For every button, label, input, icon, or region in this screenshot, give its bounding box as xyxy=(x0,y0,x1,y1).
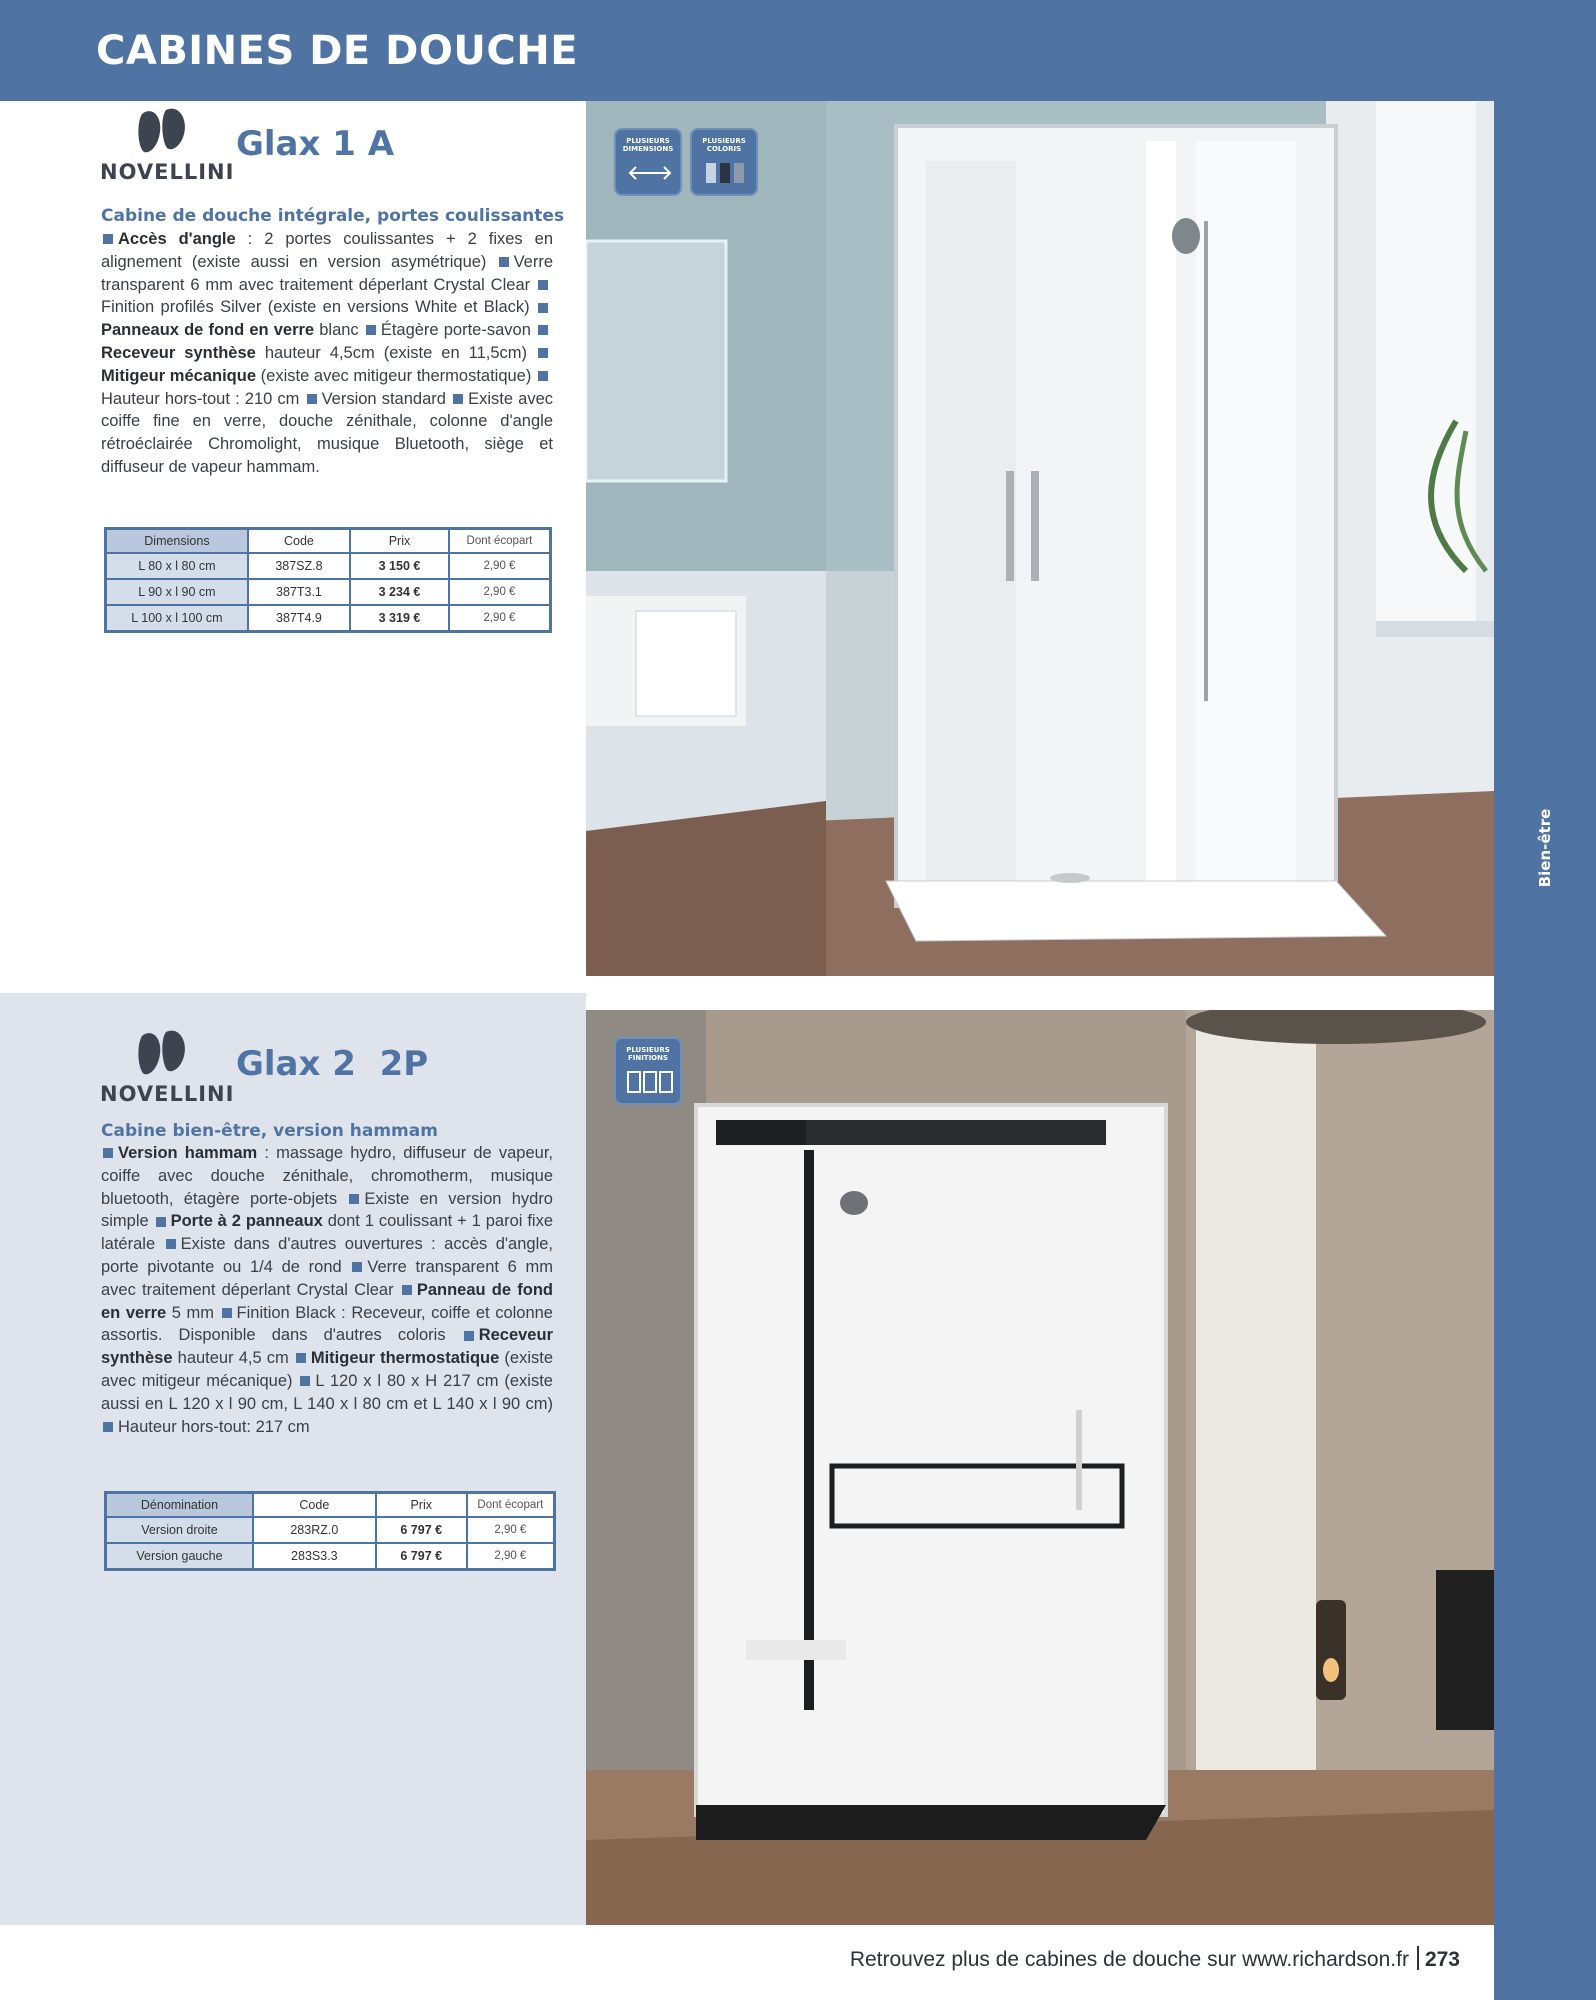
table-cell: L 90 x l 90 cm xyxy=(106,579,248,605)
column-header: Dimensions xyxy=(106,529,248,553)
footer-text: Retrouvez plus de cabines de douche sur www.richardson.fr xyxy=(849,1948,1409,1971)
price-table xyxy=(104,1491,556,1571)
column-header: Dénomination xyxy=(106,1493,253,1517)
column-header: Code xyxy=(253,1493,376,1517)
description-segment: Mitigeur thermostatique (existe avec mitigeur mécanique) xyxy=(101,1349,553,1390)
table-row xyxy=(106,1543,554,1569)
column-header: Dont écopart xyxy=(449,529,550,553)
column-header: Dont écopart xyxy=(467,1493,554,1517)
table-cell: 3 319 € xyxy=(350,605,449,631)
description-segment: Verre transparent 6 mm avec traitement déperlant Crystal Clear xyxy=(101,1257,554,1299)
description-segment: Étagère porte-savon xyxy=(364,321,536,339)
description-segment: Finition Black : Receveur, coiffe et colonne assortis. Disponible dans d'autres coloris xyxy=(101,1303,553,1345)
table-cell: 387T4.9 xyxy=(248,605,350,631)
badge-label: PLUSIEURS DIMENSIONS xyxy=(622,137,674,153)
badge-several-dimensions xyxy=(614,128,682,196)
side-tab-label: Bien-être xyxy=(1536,808,1554,888)
table-cell: 6 797 € xyxy=(376,1517,467,1543)
table-row xyxy=(106,605,550,631)
finishes-icon xyxy=(624,1068,676,1096)
description-segment: Receveur synthèse hauteur 4,5cm (existe en 11,5cm) xyxy=(101,321,553,362)
description-segment: Panneau de fond en verre 5 mm xyxy=(101,1280,553,1322)
table-cell: 2,90 € xyxy=(449,579,550,605)
table-cell: 387T3.1 xyxy=(248,579,350,605)
page-number: 273 xyxy=(1424,1948,1460,1971)
novellini-logo-icon xyxy=(138,108,188,156)
price-table xyxy=(104,527,552,633)
page-title: CABINES DE DOUCHE xyxy=(96,28,579,74)
description-segment: Existe dans d'autres ouvertures : accès d'angle, porte pivotante ou 1/4 de rond xyxy=(101,1235,554,1276)
table-cell: 2,90 € xyxy=(467,1543,554,1569)
column-header: Prix xyxy=(376,1493,467,1517)
description-segment: Hauteur hors-tout : 210 cm xyxy=(101,367,553,408)
side-band xyxy=(1494,101,1596,2000)
description-segment: Accès d'angle : 2 portes coulissantes + 2 fixes en alignement (existe aussi en version asymétrique) xyxy=(101,230,553,271)
product-photo-glax-1a xyxy=(586,101,1494,976)
column-header: Prix xyxy=(350,529,449,553)
product-name: Glax 1 A xyxy=(236,124,395,164)
footer-divider xyxy=(1417,1946,1419,1970)
table-cell: 283S3.3 xyxy=(253,1543,376,1569)
description-segment: Verre transparent 6 mm avec traitement déperlant Crystal Clear xyxy=(101,252,553,294)
table-header-row xyxy=(106,1493,554,1517)
table-cell: 3 234 € xyxy=(350,579,449,605)
brand-name: NOVELLINI xyxy=(100,1082,235,1106)
footer xyxy=(850,1946,1460,1972)
arrows-icon xyxy=(624,159,676,187)
table-cell: 2,90 € xyxy=(467,1517,554,1543)
description-segment: Mitigeur mécanique (existe avec mitigeur thermostatique) xyxy=(101,344,553,385)
table-cell: 283RZ.0 xyxy=(253,1517,376,1543)
product-photo-glax-2-2p xyxy=(586,1010,1494,1925)
badge-label: PLUSIEURS COLORIS xyxy=(702,137,746,153)
table-row xyxy=(106,579,550,605)
color-swatches-icon xyxy=(700,159,752,187)
description-segment: Hauteur hors-tout: 217 cm xyxy=(101,1418,310,1436)
product-description xyxy=(101,1142,553,1438)
table-cell: L 80 x l 80 cm xyxy=(106,553,248,579)
description-segment: Existe en version hydro simple xyxy=(101,1189,553,1231)
section-divider xyxy=(0,976,1494,993)
description-segment: Porte à 2 panneaux dont 1 coulissant + 1 paroi fixe latérale xyxy=(101,1212,554,1254)
product-subtitle: Cabine bien-être, version hammam xyxy=(101,1121,438,1141)
badge-several-colors xyxy=(690,128,758,196)
badge-several-finishes xyxy=(614,1037,682,1105)
product-subtitle: Cabine de douche intégrale, portes coulissantes xyxy=(101,206,565,226)
description-segment: Panneaux de fond en verre blanc xyxy=(101,298,553,339)
table-cell: Version gauche xyxy=(106,1543,253,1569)
description-segment: Version hammam : massage hydro, diffuseur de vapeur, coiffe avec douche zénithale, chromotherm, musique bluetooth, étagère porte-objets xyxy=(101,1144,553,1208)
table-cell: 3 150 € xyxy=(350,553,449,579)
table-header-row xyxy=(106,529,550,553)
novellini-logo-icon xyxy=(138,1030,188,1078)
table-cell: 387SZ.8 xyxy=(248,553,350,579)
table-cell: 2,90 € xyxy=(449,605,550,631)
description-segment: Receveur synthèse hauteur 4,5 cm xyxy=(101,1326,553,1368)
table-cell: 2,90 € xyxy=(449,553,550,579)
brand-name: NOVELLINI xyxy=(100,160,235,184)
badge-label: PLUSIEURS FINITIONS xyxy=(626,1046,670,1062)
column-header: Code xyxy=(248,529,350,553)
product-name: Glax 2 2P xyxy=(236,1044,429,1084)
description-segment: Finition profilés Silver (existe en versions White et Black) xyxy=(101,276,553,317)
table-cell: 6 797 € xyxy=(376,1543,467,1569)
table-cell: Version droite xyxy=(106,1517,253,1543)
product-description xyxy=(101,228,553,479)
description-segment: Version standard xyxy=(305,390,452,408)
description-segment: L 120 x l 80 x H 217 cm (existe aussi en L 120 x l 90 cm, L 140 x l 80 cm et L 140 x l 90 cm) xyxy=(101,1371,553,1413)
table-row xyxy=(106,1517,554,1543)
description-segment: Existe avec coiffe fine en verre, douche zénithale, colonne d'angle rétroéclairée Chromolight, musique Bluetooth, siège et diffuseur de vapeur hammam. xyxy=(101,389,553,476)
table-row xyxy=(106,553,550,579)
table-cell: L 100 x l 100 cm xyxy=(106,605,248,631)
